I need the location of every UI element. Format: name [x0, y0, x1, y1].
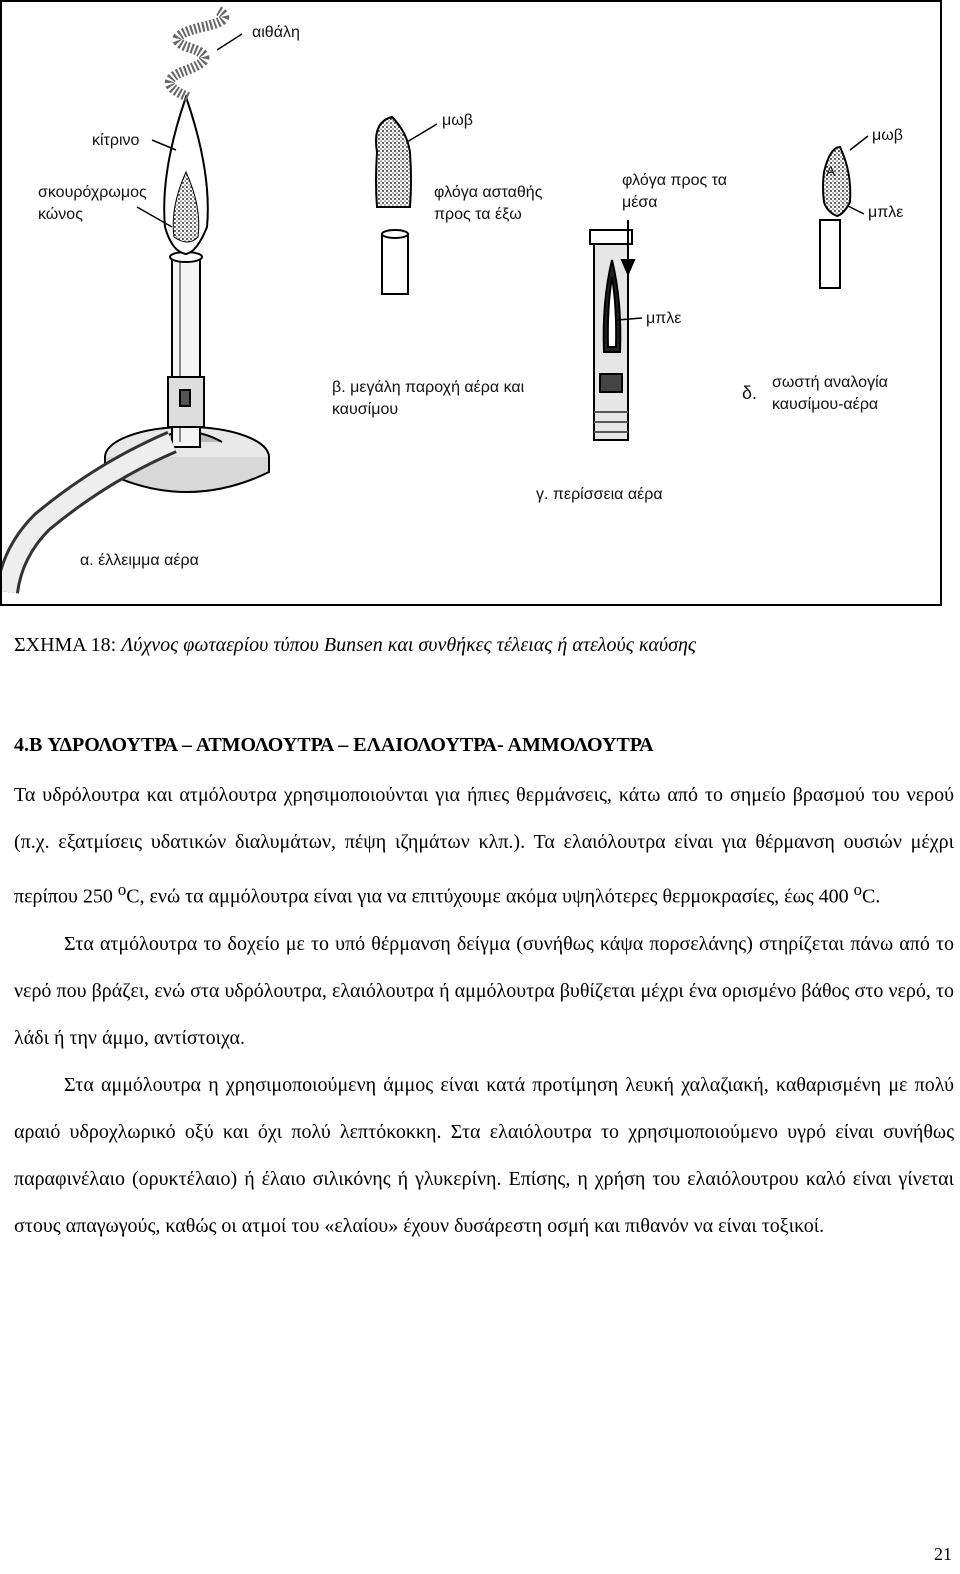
soot-smoke: [170, 10, 225, 97]
paragraph-2: Στα ατμόλουτρα το δοχείο με το υπό θέρμανση δείγμα (συνήθως κάψα πορσελάνης) στηρίζεται πάνω από το νερό που βράζει, ενώ στα υδρόλουτρα, ελαιόλουτρα ή αμμόλουτρα βυθίζεται μέχρι ένα ορισμένο βάθος στο νερό, το λάδι ή την άμμο, αντίστοιχα.: [14, 932, 954, 1049]
label-inward-flame: φλόγα προς τα μέσα: [622, 172, 727, 211]
caption-d-letter: δ.: [742, 383, 758, 403]
label-blue-d: μπλε: [868, 204, 904, 221]
degree-mark-1: o: [117, 880, 127, 899]
bunsen-burner-illustration: [2, 2, 944, 608]
caption-a: α. έλλειμμα αέρα: [80, 552, 199, 569]
caption-d: σωστή αναλογία καυσίμου-αέρα: [772, 374, 888, 413]
degree-mark-2: o: [853, 880, 862, 899]
section-body: [14, 772, 954, 1250]
label-unstable-flame: φλόγα ασταθής προς τα έξω: [434, 184, 543, 223]
figure-caption: [14, 634, 696, 657]
label-dark-cone: σκουρόχρωμος κώνος: [38, 184, 147, 223]
paragraph-1-part-a: Τα υδρόλουτρα και ατμόλουτρα χρησιμοποιούνται για ήπιες θερμάνσεις, κάτω από το σημείο βρασμού του νερού (π.χ. εξατμίσεις υδατικών διαλυμάτων, πέψη ιζημάτων κλπ.). Τα ελαιόλουτρα είναι για θέρμανση ουσιών μέχρι περίπου 250: [14, 784, 954, 908]
caption-prefix: ΣΧΗΜΑ 18:: [14, 634, 117, 656]
paragraph-1: [14, 772, 954, 921]
label-letter-a: A: [826, 163, 836, 179]
paragraph-1-part-b: C, ενώ τα αμμόλουτρα είναι για να επιτύχουμε ακόμα υψηλότερες θερμοκρασίες, έως 400: [126, 885, 849, 908]
burner-a: [7, 252, 269, 592]
label-purple-b: μωβ: [442, 112, 473, 129]
caption-text: Λύχνος φωταερίου τύπου Bunsen και συνθήκες τέλειας ή ατελούς καύσης: [121, 634, 697, 656]
burner-b: [376, 117, 411, 294]
caption-g: γ. περίσσεια αέρα: [536, 486, 663, 503]
section-heading: 4.B ΥΔΡΟΛΟΥΤΡΑ – ΑΤΜΟΛΟΥΤΡΑ – ΕΛΑΙΟΛΟΥΤΡΑ- ΑΜΜΟΛΟΥΤΡΑ: [14, 734, 654, 756]
bunsen-burner-figure: [0, 0, 942, 606]
label-soot: αιθάλη: [252, 24, 300, 41]
label-blue-g: μπλε: [646, 310, 682, 327]
pointer-lines: [137, 34, 868, 320]
paragraph-1-part-c: C.: [862, 885, 881, 908]
burner-c: [590, 220, 634, 440]
paragraph-3: Στα αμμόλουτρα η χρησιμοποιούμενη άμμος είναι κατά προτίμηση λευκή χαλαζιακή, καθαρισμένη με πολύ αραιό υδροχλωρικό οξύ και όχι πολύ λεπτόκοκκη. Στα ελαιόλουτρα το χρησιμοποιούμενο υγρό είναι συνήθως παραφινέλαιο (ορυκτέλαιο) ή έλαιο σιλικόνης ή γλυκερίνη. Επίσης, η χρήση του ελαιόλουτρου καλό είναι γίνεται στους απαγωγούς, καθώς οι ατμοί του «ελαίου» έχουν δυσάρεστη οσμή και πιθανόν να είναι τοξικοί.: [14, 1073, 954, 1237]
label-yellow: κίτρινο: [92, 132, 140, 149]
label-purple-d: μωβ: [872, 127, 903, 144]
page-number: 21: [934, 1544, 952, 1564]
caption-b: β. μεγάλη παροχή αέρα και καυσίμου: [332, 379, 525, 418]
